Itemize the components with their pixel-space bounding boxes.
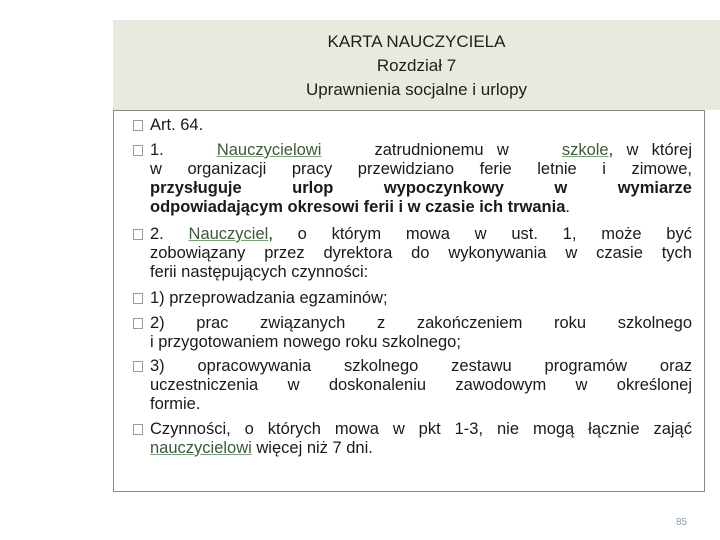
title-block bbox=[113, 30, 720, 102]
bullet-marker-icon bbox=[133, 120, 143, 131]
bullet-item-last: Czynności, o których mowa w pkt 1-3, nie mogą łącznie zająć nauczycielowi więcej niż 7 dni. bbox=[140, 420, 692, 458]
bullet-marker-icon bbox=[133, 424, 143, 435]
bullet-marker-icon bbox=[133, 229, 143, 240]
bullet-marker-icon bbox=[133, 318, 143, 329]
bullet-paragraph-1: 1. Nauczycielowi zatrudnionemu w szkole, w której w organizacji pracy przewidziano ferie letnie i zimowe, przysługuje urlop wypoczynkowy w wymiarze odpowiadającym okresowi ferii i w czasie ich trwania. bbox=[140, 141, 692, 217]
bullet-item-2: 2) prac związanych z zakończeniem roku szkolnego i przygotowaniem nowego roku szkolnego; bbox=[140, 314, 692, 352]
bullet-item-3: 3) opracowywania szkolnego zestawu programów oraz uczestniczenia w doskonaleniu zawodowym w określonej formie. bbox=[140, 357, 692, 414]
bullet-marker-icon bbox=[133, 361, 143, 372]
link-szkole[interactable]: szkole bbox=[561, 141, 609, 159]
article-heading: Art. 64. bbox=[150, 116, 204, 134]
bullet-paragraph-2: 2. Nauczyciel, o którym mowa w ust. 1, może być zobowiązany przez dyrektora do wykonywania w czasie tych ferii następujących czynności: bbox=[140, 225, 692, 282]
link-nauczycielowi-2[interactable]: nauczycielowi bbox=[150, 439, 252, 457]
link-nauczycielowi[interactable]: Nauczycielowi bbox=[216, 141, 322, 159]
bullet-marker-icon bbox=[133, 293, 143, 304]
page-number: 85 bbox=[676, 517, 688, 528]
section-title: Uprawnienia socjalne i urlopy bbox=[305, 80, 528, 99]
bullet-art bbox=[140, 116, 692, 135]
document-title: KARTA NAUCZYCIELA bbox=[327, 32, 506, 51]
bullet-marker-icon bbox=[133, 145, 143, 156]
link-nauczyciel[interactable]: Nauczyciel bbox=[188, 225, 269, 243]
chapter-label: Rozdział 7 bbox=[376, 56, 457, 75]
bullet-item-1: 1) przeprowadzania egzaminów; bbox=[140, 289, 692, 308]
